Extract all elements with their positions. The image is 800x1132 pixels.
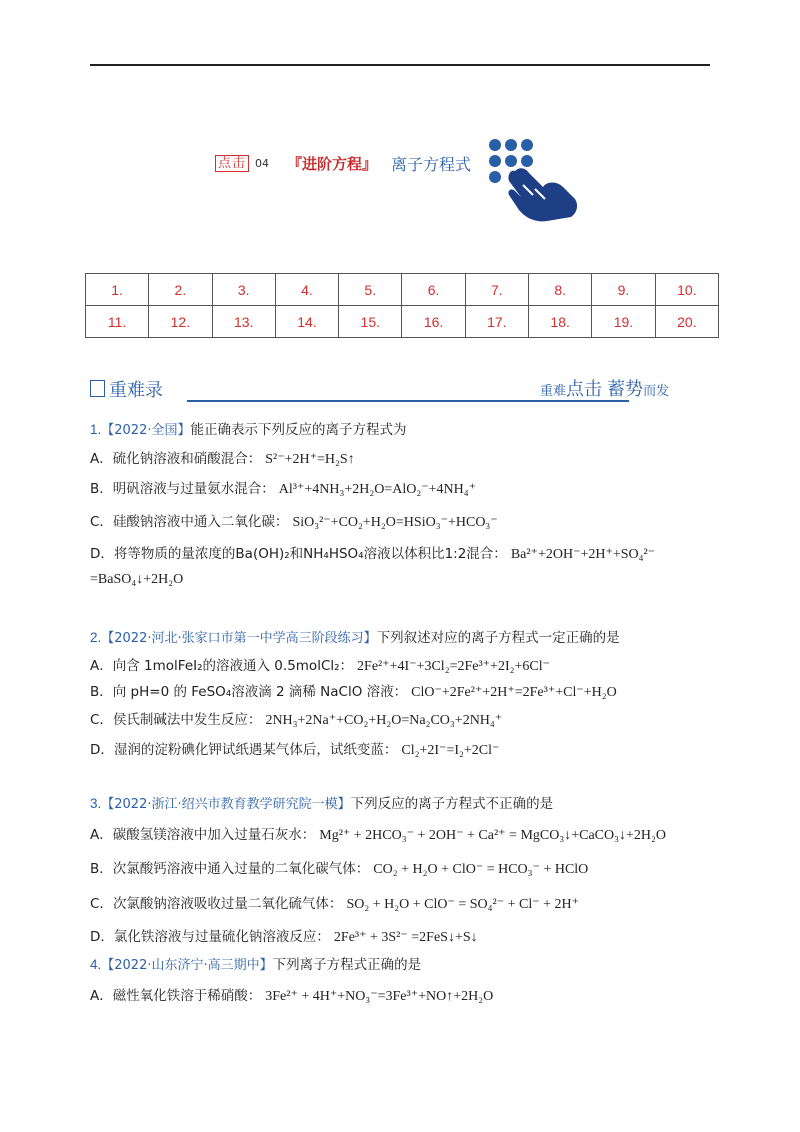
option-formula: Mg²⁺ + 2HCO₃⁻ + 2OH⁻ + Ca²⁺ = MgCO₃↓+CaCO₃↓+2H₂O — [319, 828, 666, 843]
answer-cell: 3. — [212, 274, 275, 306]
answer-cell: 6. — [402, 274, 465, 306]
option-continuation — [90, 571, 183, 588]
option-formula: 2NH₃+2Na⁺+CO₂+H₂O=Na₂CO₃+2NH₄⁺ — [265, 713, 503, 728]
answer-cell: 20. — [655, 306, 718, 338]
section-slogan — [540, 375, 669, 401]
option-label: A． — [90, 827, 113, 843]
option-text: 侯氏制碱法中发生反应： — [112, 712, 262, 728]
option-formula: SiO₃²⁻+CO₂+H₂O=HSiO₃⁻+HCO₃⁻ — [292, 515, 498, 530]
question-stem — [90, 953, 421, 973]
question-text: 能正确表示下列反应的离子方程式为 — [190, 422, 407, 438]
option-label: D． — [90, 546, 114, 562]
option-label: D． — [90, 929, 114, 945]
bracket-title: 『进阶方程』 — [287, 154, 378, 173]
slogan-part: 重难 — [540, 384, 567, 399]
option-row — [90, 510, 498, 531]
option-label: C． — [90, 896, 113, 912]
question-number: 2. — [90, 630, 102, 645]
question-source: 【2022·山东济宁·高三期中】 — [101, 958, 273, 973]
option-formula: S²⁻+2H⁺=H₂S↑ — [265, 452, 355, 467]
answer-cell: 16. — [402, 306, 465, 338]
answer-cell: 4. — [275, 274, 338, 306]
option-formula: ClO⁻+2Fe²⁺+2H⁺=2Fe³⁺+Cl⁻+H₂O — [411, 685, 617, 700]
question-text: 下列叙述对应的离子方程式一定正确的是 — [376, 630, 620, 646]
lesson-number: 04 — [255, 156, 270, 170]
option-row — [90, 654, 550, 675]
option-text: 次氯酸钙溶液中通入过量的二氧化碳气体： — [112, 861, 370, 877]
question-text: 下列反应的离子方程式不正确的是 — [350, 796, 554, 812]
question-stem — [90, 418, 406, 438]
answer-cell: 2. — [149, 274, 212, 306]
pointing-hand-icon — [487, 137, 579, 223]
question-source: 【2022·全国】 — [101, 423, 191, 438]
option-row — [90, 823, 666, 844]
checkbox-square-icon — [90, 380, 105, 397]
option-row — [90, 925, 478, 946]
slogan-part: 蓄势 — [607, 379, 644, 400]
option-label: B． — [90, 861, 113, 877]
option-label: A． — [90, 451, 113, 467]
option-formula: 3Fe²⁺ + 4H⁺+NO₃⁻=3Fe³⁺+NO↑+2H₂O — [265, 989, 494, 1004]
question-text: 下列离子方程式正确的是 — [272, 957, 422, 973]
option-text: 磁性氧化铁溶于稀硝酸： — [112, 988, 262, 1004]
option-label: B． — [90, 481, 113, 497]
option-formula: CO₂ + H₂O + ClO⁻ = HCO₃⁻ + HClO — [373, 862, 589, 877]
answer-cell: 10. — [655, 274, 718, 306]
answer-cell: 14. — [275, 306, 338, 338]
option-text: 碳酸氢镁溶液中加入过量石灰水： — [112, 827, 316, 843]
option-formula: =BaSO₄↓+2H₂O — [90, 572, 184, 587]
answer-row — [86, 306, 719, 338]
option-label: C． — [90, 712, 113, 728]
option-text: 湿润的淀粉碘化钾试纸遇某气体后，试纸变蓝： — [113, 742, 398, 758]
answer-cell: 5. — [339, 274, 402, 306]
option-formula: Cl₂+2I⁻=I₂+2Cl⁻ — [401, 743, 500, 758]
option-label: D． — [90, 742, 114, 758]
option-row — [90, 738, 499, 759]
option-text: 氯化铁溶液与过量硫化钠溶液反应： — [113, 929, 330, 945]
option-row — [90, 542, 655, 563]
option-formula: 2Fe³⁺ + 3S²⁻ =2FeS↓+S↓ — [333, 930, 478, 945]
option-row — [90, 708, 502, 729]
option-text: 将等物质的量浓度的Ba(OH)₂和NH₄HSO₄溶液以体积比1:2混合： — [113, 546, 507, 562]
option-row — [90, 892, 579, 913]
question-stem — [90, 626, 620, 646]
answer-row — [86, 274, 719, 306]
answer-cell: 9. — [592, 274, 655, 306]
option-formula: SO₂ + H₂O + ClO⁻ = SO₄²⁻ + Cl⁻ + 2H⁺ — [346, 897, 580, 912]
answer-cell: 13. — [212, 306, 275, 338]
option-row — [90, 984, 493, 1005]
slogan-part: 而发 — [643, 384, 670, 399]
slogan-part: 点击 — [566, 379, 603, 400]
question-source: 【2022·浙江·绍兴市教育教学研究院一模】 — [101, 797, 351, 812]
answer-cell: 18. — [529, 306, 592, 338]
option-text: 向含 1molFeI₂的溶液通入 0.5molCl₂： — [112, 658, 354, 674]
option-row — [90, 680, 617, 701]
option-label: A． — [90, 658, 113, 674]
option-row — [90, 477, 476, 498]
question-number: 1. — [90, 422, 102, 437]
question-number: 3. — [90, 796, 102, 811]
option-formula: 2Fe²⁺+4I⁻+3Cl₂=2Fe³⁺+2I₂+6Cl⁻ — [357, 659, 551, 674]
section-banner — [215, 143, 471, 183]
option-label: C． — [90, 514, 113, 530]
answer-cell: 17. — [465, 306, 528, 338]
answer-cell: 8. — [529, 274, 592, 306]
question-stem — [90, 792, 553, 812]
answer-cell: 12. — [149, 306, 212, 338]
section-header — [90, 376, 700, 406]
option-formula: Ba²⁺+2OH⁻+2H⁺+SO₄²⁻ — [510, 547, 656, 562]
option-text: 向 pH=0 的 FeSO₄溶液滴 2 滴稀 NaClO 溶液： — [112, 684, 408, 700]
topic-title: 离子方程式 — [391, 154, 472, 174]
option-row — [90, 857, 588, 878]
option-text: 硅酸钠溶液中通入二氧化碳： — [112, 514, 289, 530]
top-rule — [90, 64, 710, 66]
option-text: 次氯酸钠溶液吸收过量二氧化硫气体： — [112, 896, 343, 912]
option-text: 明矾溶液与过量氨水混合： — [112, 481, 275, 497]
answer-grid — [85, 273, 719, 338]
question-number: 4. — [90, 957, 102, 972]
answer-cell: 11. — [86, 306, 149, 338]
answer-cell: 7. — [465, 274, 528, 306]
dianji-stamp: 点击 — [215, 155, 249, 172]
section-title: 重难录 — [109, 380, 163, 401]
option-label: A． — [90, 988, 113, 1004]
option-text: 硫化钠溶液和硝酸混合： — [112, 451, 262, 467]
answer-cell: 15. — [339, 306, 402, 338]
question-source: 【2022·河北·张家口市第一中学高三阶段练习】 — [101, 631, 377, 646]
option-label: B． — [90, 684, 113, 700]
option-row — [90, 447, 355, 468]
answer-cell: 19. — [592, 306, 655, 338]
option-formula: Al³⁺+4NH₃+2H₂O=AlO₂⁻+4NH₄⁺ — [278, 482, 477, 497]
answer-cell: 1. — [86, 274, 149, 306]
